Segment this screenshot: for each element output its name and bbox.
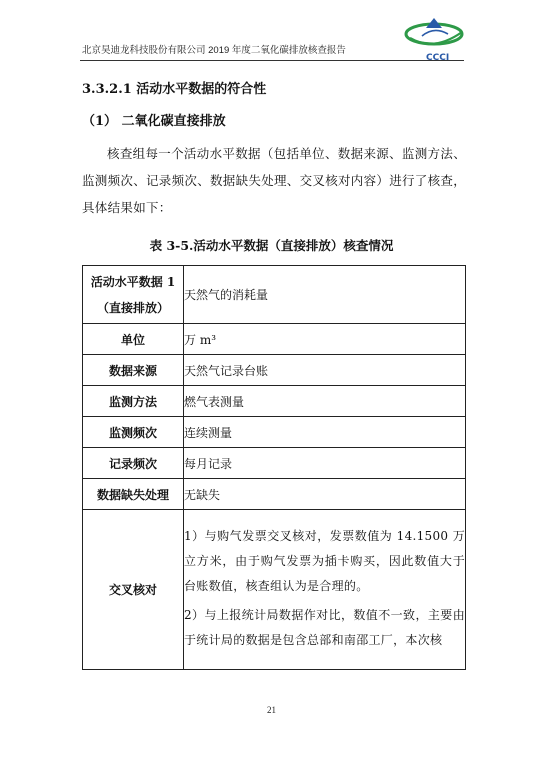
row-label: 监测方法	[83, 386, 184, 417]
header-divider	[80, 60, 464, 61]
section-heading: 3.3.2.1 活动水平数据的符合性	[82, 82, 267, 97]
table-row	[83, 448, 466, 479]
table-row	[83, 510, 466, 670]
table-row	[83, 355, 466, 386]
row-label	[83, 266, 184, 324]
activity-data-table	[82, 265, 466, 670]
logo-text: CCCI	[426, 53, 450, 63]
ccci-logo	[404, 14, 468, 64]
row-value: 每月记录	[184, 448, 466, 479]
row-label: 交叉核对	[83, 510, 184, 670]
table-row	[83, 386, 466, 417]
row-value: 天然气的消耗量	[184, 266, 466, 324]
row-label: 监测频次	[83, 417, 184, 448]
row-label: 数据缺失处理	[83, 479, 184, 510]
table-row	[83, 324, 466, 355]
cross-check-paragraph: 1）与购气发票交叉核对，发票数值为 14.1500 万立方米，由于购气发票为插卡购买，因此数值大于台账数值，核查组认为是合理的。	[184, 529, 465, 593]
table-caption: 表 3-5.活动水平数据（直接排放）核查情况	[149, 238, 394, 253]
row-value: 天然气记录台账	[184, 355, 466, 386]
sub-heading: （1） 二氧化碳直接排放	[82, 114, 226, 129]
row-value: 无缺失	[184, 479, 466, 510]
table-row	[83, 266, 466, 324]
page-number: 21	[267, 705, 276, 715]
intro-paragraph: 核查组每一个活动水平数据（包括单位、数据来源、监测方法、监测频次、记录频次、数据缺失处理、交叉核对内容）进行了核查，具体结果如下：	[82, 146, 467, 215]
report-header-title: 北京昊迪龙科技股份有限公司 2019 年度二氧化碳排放核查报告	[82, 45, 346, 56]
row-label: 数据来源	[83, 355, 184, 386]
table-row	[83, 479, 466, 510]
globe-swoosh-icon	[404, 14, 468, 64]
cross-check-paragraph: 2）与上报统计局数据作对比，数值不一致，主要由于统计局的数据是包含总部和南邵工厂，本次核	[184, 608, 465, 647]
row-value: 万 m³	[184, 324, 466, 355]
row-label: 记录频次	[83, 448, 184, 479]
table-row	[83, 417, 466, 448]
row-value: 燃气表测量	[184, 386, 466, 417]
row-value: 连续测量	[184, 417, 466, 448]
row-label-line: 活动水平数据 1	[90, 274, 176, 289]
row-label: 单位	[83, 324, 184, 355]
row-label-line: （直接排放）	[96, 300, 169, 315]
row-value	[184, 510, 466, 670]
